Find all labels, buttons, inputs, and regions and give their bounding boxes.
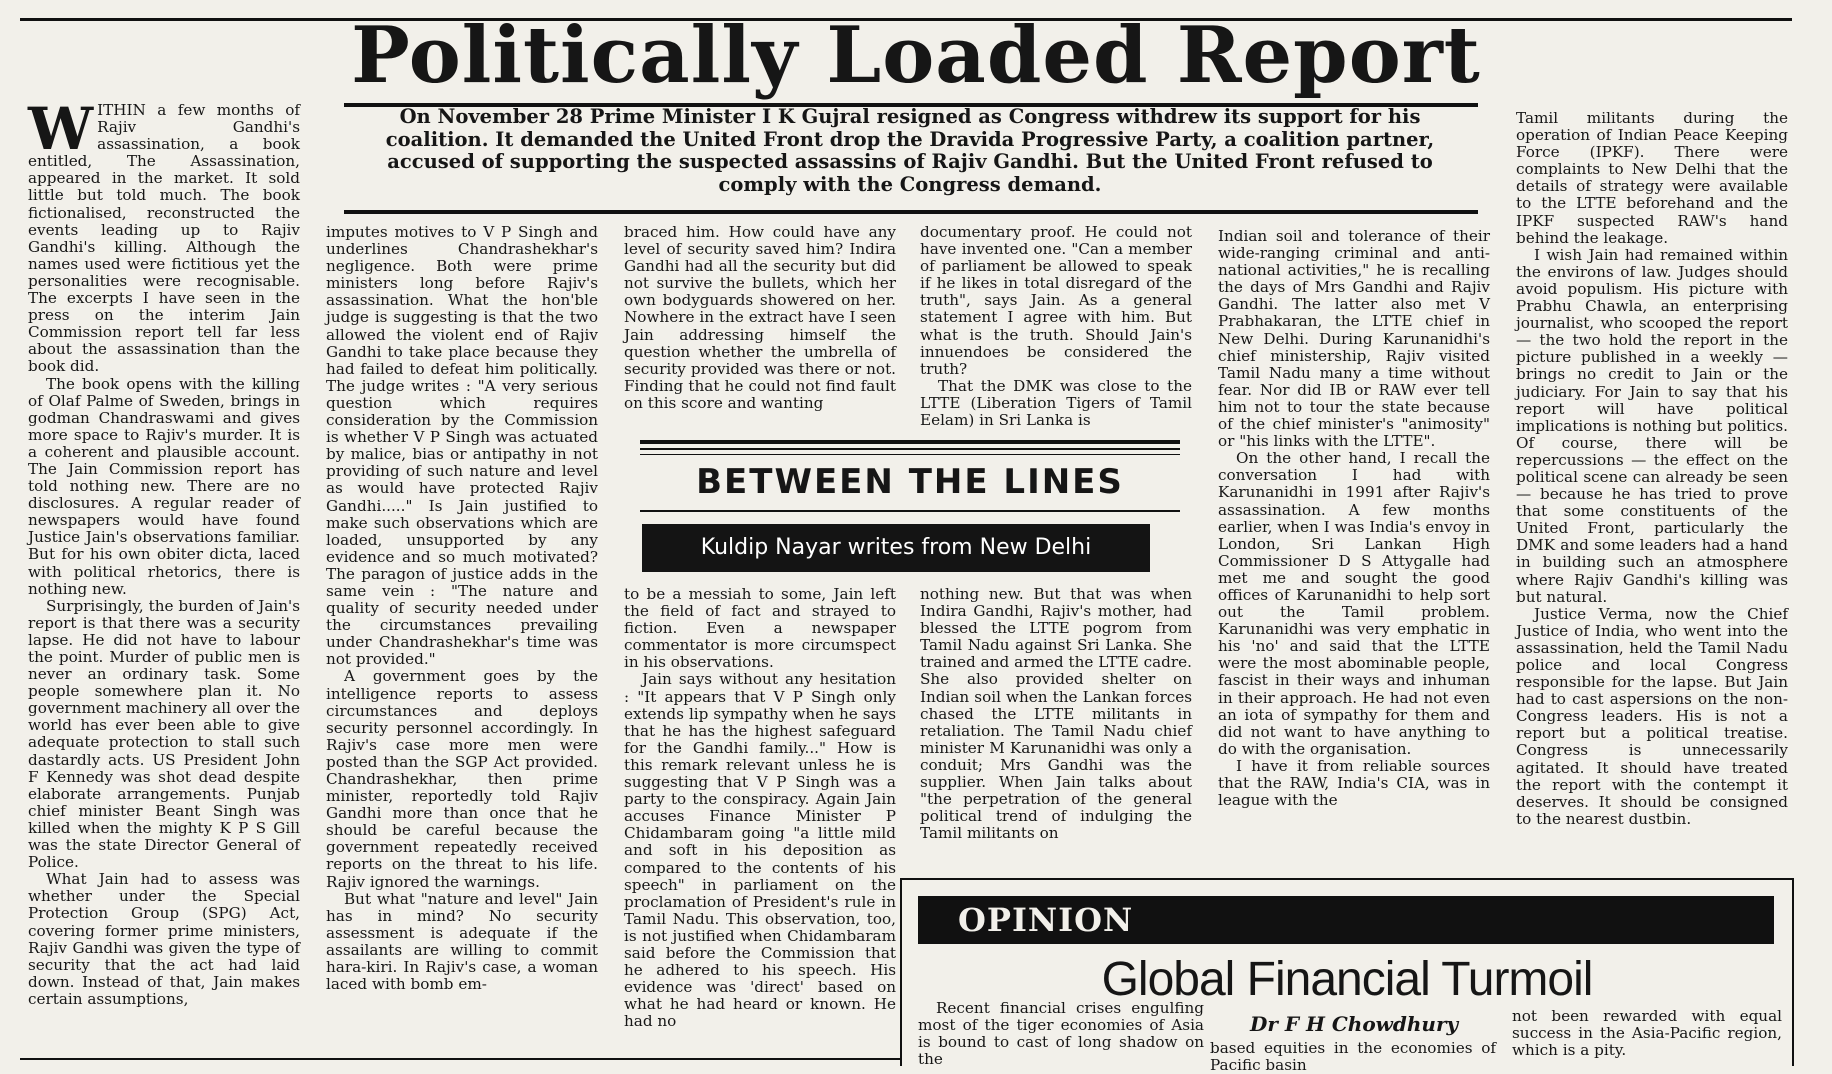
paragraph: I have it from reliable sources that the RAW, India's CIA, was in league with the xyxy=(1218,756,1490,810)
opinion-author: Dr F H Chowdhury xyxy=(1250,1012,1459,1036)
byline: Kuldip Nayar writes from New Delhi xyxy=(642,524,1150,572)
article-column-2 xyxy=(326,224,598,993)
paragraph: The book opens with the killing of Olaf Palme of Sweden, brings in godman Chandraswami and gives more space to Rajiv's murder. It is a coherent and plausible account. The Jain Commission report has told nothing new. There are no disclosures. A regular reader of newspapers would have found Justice Jain's observations familiar. But for his own obiter dicta, laced with political rhetorics, there is nothing new. xyxy=(28,374,300,598)
opinion-box xyxy=(900,878,1794,1074)
between-the-lines-box xyxy=(640,440,1180,580)
paragraph: A government goes by the intelligence reports to assess circumstances and deploys security personnel accordingly. In Rajiv's case more men were posted than the SGP Act provided. Chandrashekhar, then prime minister, reportedly told Rajiv Gandhi more than once that he should be careful because the government repeatedly received reports on the threat to his life. Rajiv ignored the warnings. xyxy=(326,667,598,891)
box-rule xyxy=(640,448,1180,450)
box-rule xyxy=(640,454,1180,455)
article-column-5 xyxy=(1218,228,1490,809)
paragraph: documentary proof. He could not have invented one. "Can a member of parliament be allowed to speak if he likes in total disregard of the truth", says Jain. As a general statement I agree with him. But what is the truth. Should Jain's innuendoes be considered the truth? xyxy=(920,223,1192,378)
paragraph: Tamil militants during the operation of Indian Peace Keeping Force (IPKF). There were complaints to New Delhi that the details of strategy were available to the LTTE beforehand and the IPKF suspected RAW's hand behind the leakage. xyxy=(1516,109,1788,247)
opinion-headline: Global Financial Turmoil xyxy=(1101,953,1593,1006)
drop-cap: W xyxy=(28,95,94,163)
paragraph: Indian soil and tolerance of their wide-ranging criminal and anti-national activities," he is recalling the days of Mrs Gandhi and Rajiv Gandhi. The latter also met V Prabhakaran, the LTTE chief in New Delhi. During Karunanidhi's chief ministership, Rajiv visited Tamil Nadu many a time without fear. Nor did IB or RAW ever tell him not to tour the state because of the chief minister's "animosity" or "his links with the LTTE". xyxy=(1218,227,1490,451)
opinion-column-1: Recent financial crises engulfing most of the tiger economies of Asia is bound to cast of long shadow on the xyxy=(918,999,1204,1068)
article-column-1 xyxy=(28,95,300,1008)
standfirst-bottom-rule xyxy=(344,210,1478,214)
paragraph: to be a messiah to some, Jain left the field of fact and strayed to fiction. Even a newspaper commentator is more circumspect in his observations. xyxy=(624,585,896,672)
paragraph: Jain says without any hesitation : "It appears that V P Singh only extends lip sympathy when he says that he has the highest safeguard for the Gandhi family..." How is this remark relevant unless he is suggesting that V P Singh was a party to the conspiracy. Again Jain accuses Finance Minister P Chidambaram going "a little mild and soft in his deposition as compared to the contents of his speech" in parliament on the proclamation of President's rule in Tamil Nadu. This observation, too, is not justified when Chidambaram said before the Commission that he adhered to his speech. His evidence was 'direct' based on what he had heard or known. He had no xyxy=(624,670,896,1031)
article-column-3-bottom xyxy=(624,586,896,1030)
column-title: BETWEEN THE LINES xyxy=(696,462,1124,502)
opinion-column-2: based equities in the economies of Pacific basin xyxy=(1210,1039,1496,1074)
paragraph: braced him. How could have any level of security saved him? Indira Gandhi had all the security but did not survive the bullets, which her own bodyguards showered on her. Nowhere in the extract have I seen Jain addressing himself the question whether the umbrella of security provided was there or not. Finding that he could not find fault on this score and wanting xyxy=(624,223,896,412)
article-column-3-top xyxy=(624,224,896,412)
opinion-column-3: not been rewarded with equal success in the Asia-Pacific region, which is a pity. xyxy=(1512,1007,1782,1059)
standfirst: On November 28 Prime Minister I K Gujral resigned as Congress withdrew its support for his coalition. It demanded the United Front drop the Dravida Progressive Party, a coalition partner, accused of supporting the suspected assassins of Rajiv Gandhi. But the United Front refused to comply with the Congress demand. xyxy=(385,105,1435,196)
paragraph: But what "nature and level" Jain has in mind? No security assessment is adequate if the assailants are willing to commit hara-kiri. In Rajiv's case, a woman laced with bomb em- xyxy=(326,889,598,994)
box-rule xyxy=(640,510,1180,512)
article-column-4-bottom xyxy=(920,586,1192,842)
paragraph: Justice Verma, now the Chief Justice of India, who went into the assassination, held the Tamil Nadu police and local Congress responsible for the lapse. But Jain had to cast aspersions on the non-Congress leaders. His is not a report but a political treatise. Congress is unnecessarily agitated. It should have treated the report with the contempt it deserves. It should be consigned to the nearest dustbin. xyxy=(1516,604,1788,828)
article-column-4-top xyxy=(920,224,1192,429)
article-column-6 xyxy=(1516,110,1788,828)
headline: Politically Loaded Report xyxy=(351,10,1481,101)
paragraph: That the DMK was close to the LTTE (Liberation Tigers of Tamil Eelam) in Sri Lanka is xyxy=(920,376,1192,430)
paragraph: nothing new. But that was when Indira Gandhi, Rajiv's mother, had blessed the LTTE pogrom from Tamil Nadu against Sri Lanka. She trained and armed the LTTE cadre. She also provided shelter on Indian soil when the Lankan forces chased the LTTE militants in retaliation. The Tamil Nadu chief minister M Karunanidhi was only a conduit; Mrs Gandhi was the supplier. When Jain talks about "the perpetration of the general political trend of indulging the Tamil militants on xyxy=(920,585,1192,843)
opinion-label: OPINION xyxy=(918,896,1774,944)
box-rule xyxy=(640,440,1180,444)
paragraph: On the other hand, I recall the conversation I had with Karunanidhi in 1991 after Rajiv's assassination. A few months earlier, when I was India's envoy in London, Sri Lankan High Commissioner D S Attygalle had met me and sought the good offices of Karunanidhi to help sort out the Tamil problem. Karunanidhi was very emphatic in his 'no' and said that the LTTE were the most abominable people, fascist in their ways and inhuman in their approach. He had not even an iota of sympathy for them and did not want to have anything to do with the organisation. xyxy=(1218,449,1490,758)
paragraph: ITHIN a few months of Rajiv Gandhi's assassination, a book entitled, The Assassination, appeared in the market. It sold little but told much. The book fictionalised, reconstructed the events leading up to Rajiv Gandhi's killing. Although the names used were fictitious yet the personalities were recognisable. The excerpts I have seen in the press on the interim Jain Commission report tell far less about the assassination than the book did. xyxy=(28,101,300,376)
paragraph: Surprisingly, the burden of Jain's report is that there was a security lapse. He did not have to labour the point. Murder of public men is never an ordinary task. Some people somewhere plan it. No government machinery all over the world has ever been able to give adequate protection to stall such dastardly acts. US President John F Kennedy was shot dead despite elaborate arrangements. Punjab chief minister Beant Singh was killed when the mighty K P S Gill was the state Director General of Police. xyxy=(28,596,300,872)
paragraph: imputes motives to V P Singh and underlines Chandrashekhar's negligence. Both were prime ministers long before Rajiv's assassination. What the hon'ble judge is suggesting is that the two allowed the violent end of Rajiv Gandhi to take place because they had failed to defeat him politically. The judge writes : "A very serious question which requires consideration by the Commission is whether V P Singh was actuated by malice, bias or antipathy in not providing of such nature and level as would have protected Rajiv Gandhi....." Is Jain justified to make such observations which are loaded, unsupported by any evidence and so much motivated? The paragon of justice adds in the same vein : "The nature and quality of security needed under the circumstances prevailing under Chandrashekhar's time was not provided." xyxy=(326,223,598,669)
bottom-rule xyxy=(20,1058,900,1060)
paragraph: I wish Jain had remained within the environs of law. Judges should avoid populism. His picture with Prabhu Chawla, an enterprising journalist, who scooped the report — the two hold the report in the picture published in a weekly — brings no credit to Jain or the judiciary. For Jain to say that his report will have political implications is nothing but politics. Of course, there will be repercussions — the effect on the political scene can already be seen — because he has tried to prove that some constituents of the United Front, particularly the DMK and some leaders had a hand in building such an atmosphere where Rajiv Gandhi's killing was but natural. xyxy=(1516,245,1788,606)
paragraph: What Jain had to assess was whether under the Special Protection Group (SPG) Act, covering former prime ministers, Rajiv Gandhi was given the type of security that the act had laid down. Instead of that, Jain makes certain assumptions, xyxy=(28,870,300,1008)
